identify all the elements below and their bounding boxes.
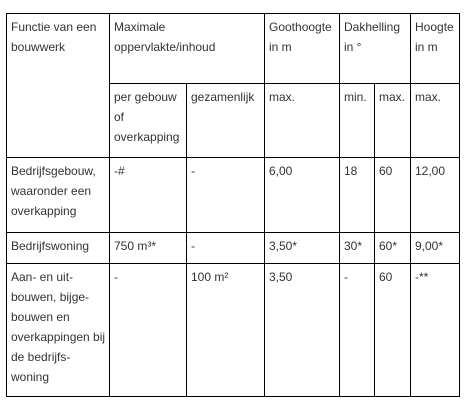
header-dakhelling: Dakhelling in ° (340, 14, 411, 84)
row-dak-min: - (340, 264, 375, 397)
header-goothoogte: Goothoogte in m (265, 14, 340, 84)
subheader-dak-min: min. (340, 84, 375, 158)
row-functie: Aan- en uit-bouwen, bijge-bouwen en overkappingen bij de bedrijfs-woning (7, 264, 110, 397)
table-row (7, 233, 460, 264)
header-maximale: Maximale oppervlakte/inhoud (110, 14, 265, 84)
row-dak-max: 60 (375, 158, 411, 233)
subheader-gezamenlijk: gezamenlijk (187, 84, 265, 158)
row-gezamenlijk: - (187, 233, 265, 264)
subheader-per: per gebouw of overkapping (110, 84, 187, 158)
row-goot-max: 3,50* (265, 233, 340, 264)
bouwregels-table (6, 13, 460, 397)
row-dak-max: 60 (375, 264, 411, 397)
row-dak-min: 18 (340, 158, 375, 233)
header-functie: Functie van een bouwwerk (7, 14, 110, 158)
row-hoogte-max: 9,00* (411, 233, 460, 264)
row-dak-max: 60* (375, 233, 411, 264)
subheader-hoogte-max: max. (411, 84, 460, 158)
row-per: 750 m³* (110, 233, 187, 264)
row-hoogte-max: -** (411, 264, 460, 397)
table-row (7, 264, 460, 397)
subheader-dak-max: max. (375, 84, 411, 158)
row-hoogte-max: 12,00 (411, 158, 460, 233)
row-per: - (110, 264, 187, 397)
row-functie: Bedrijfswoning (7, 233, 110, 264)
row-goot-max: 3,50 (265, 264, 340, 397)
table-row (7, 158, 460, 233)
row-goot-max: 6,00 (265, 158, 340, 233)
header-row (7, 14, 460, 84)
row-functie: Bedrijfsgebouw, waaronder een overkapping (7, 158, 110, 233)
header-hoogte: Hoogte in m (411, 14, 460, 84)
row-gezamenlijk: 100 m² (187, 264, 265, 397)
row-gezamenlijk: - (187, 158, 265, 233)
row-per: -# (110, 158, 187, 233)
row-dak-min: 30* (340, 233, 375, 264)
subheader-goot-max: max. (265, 84, 340, 158)
